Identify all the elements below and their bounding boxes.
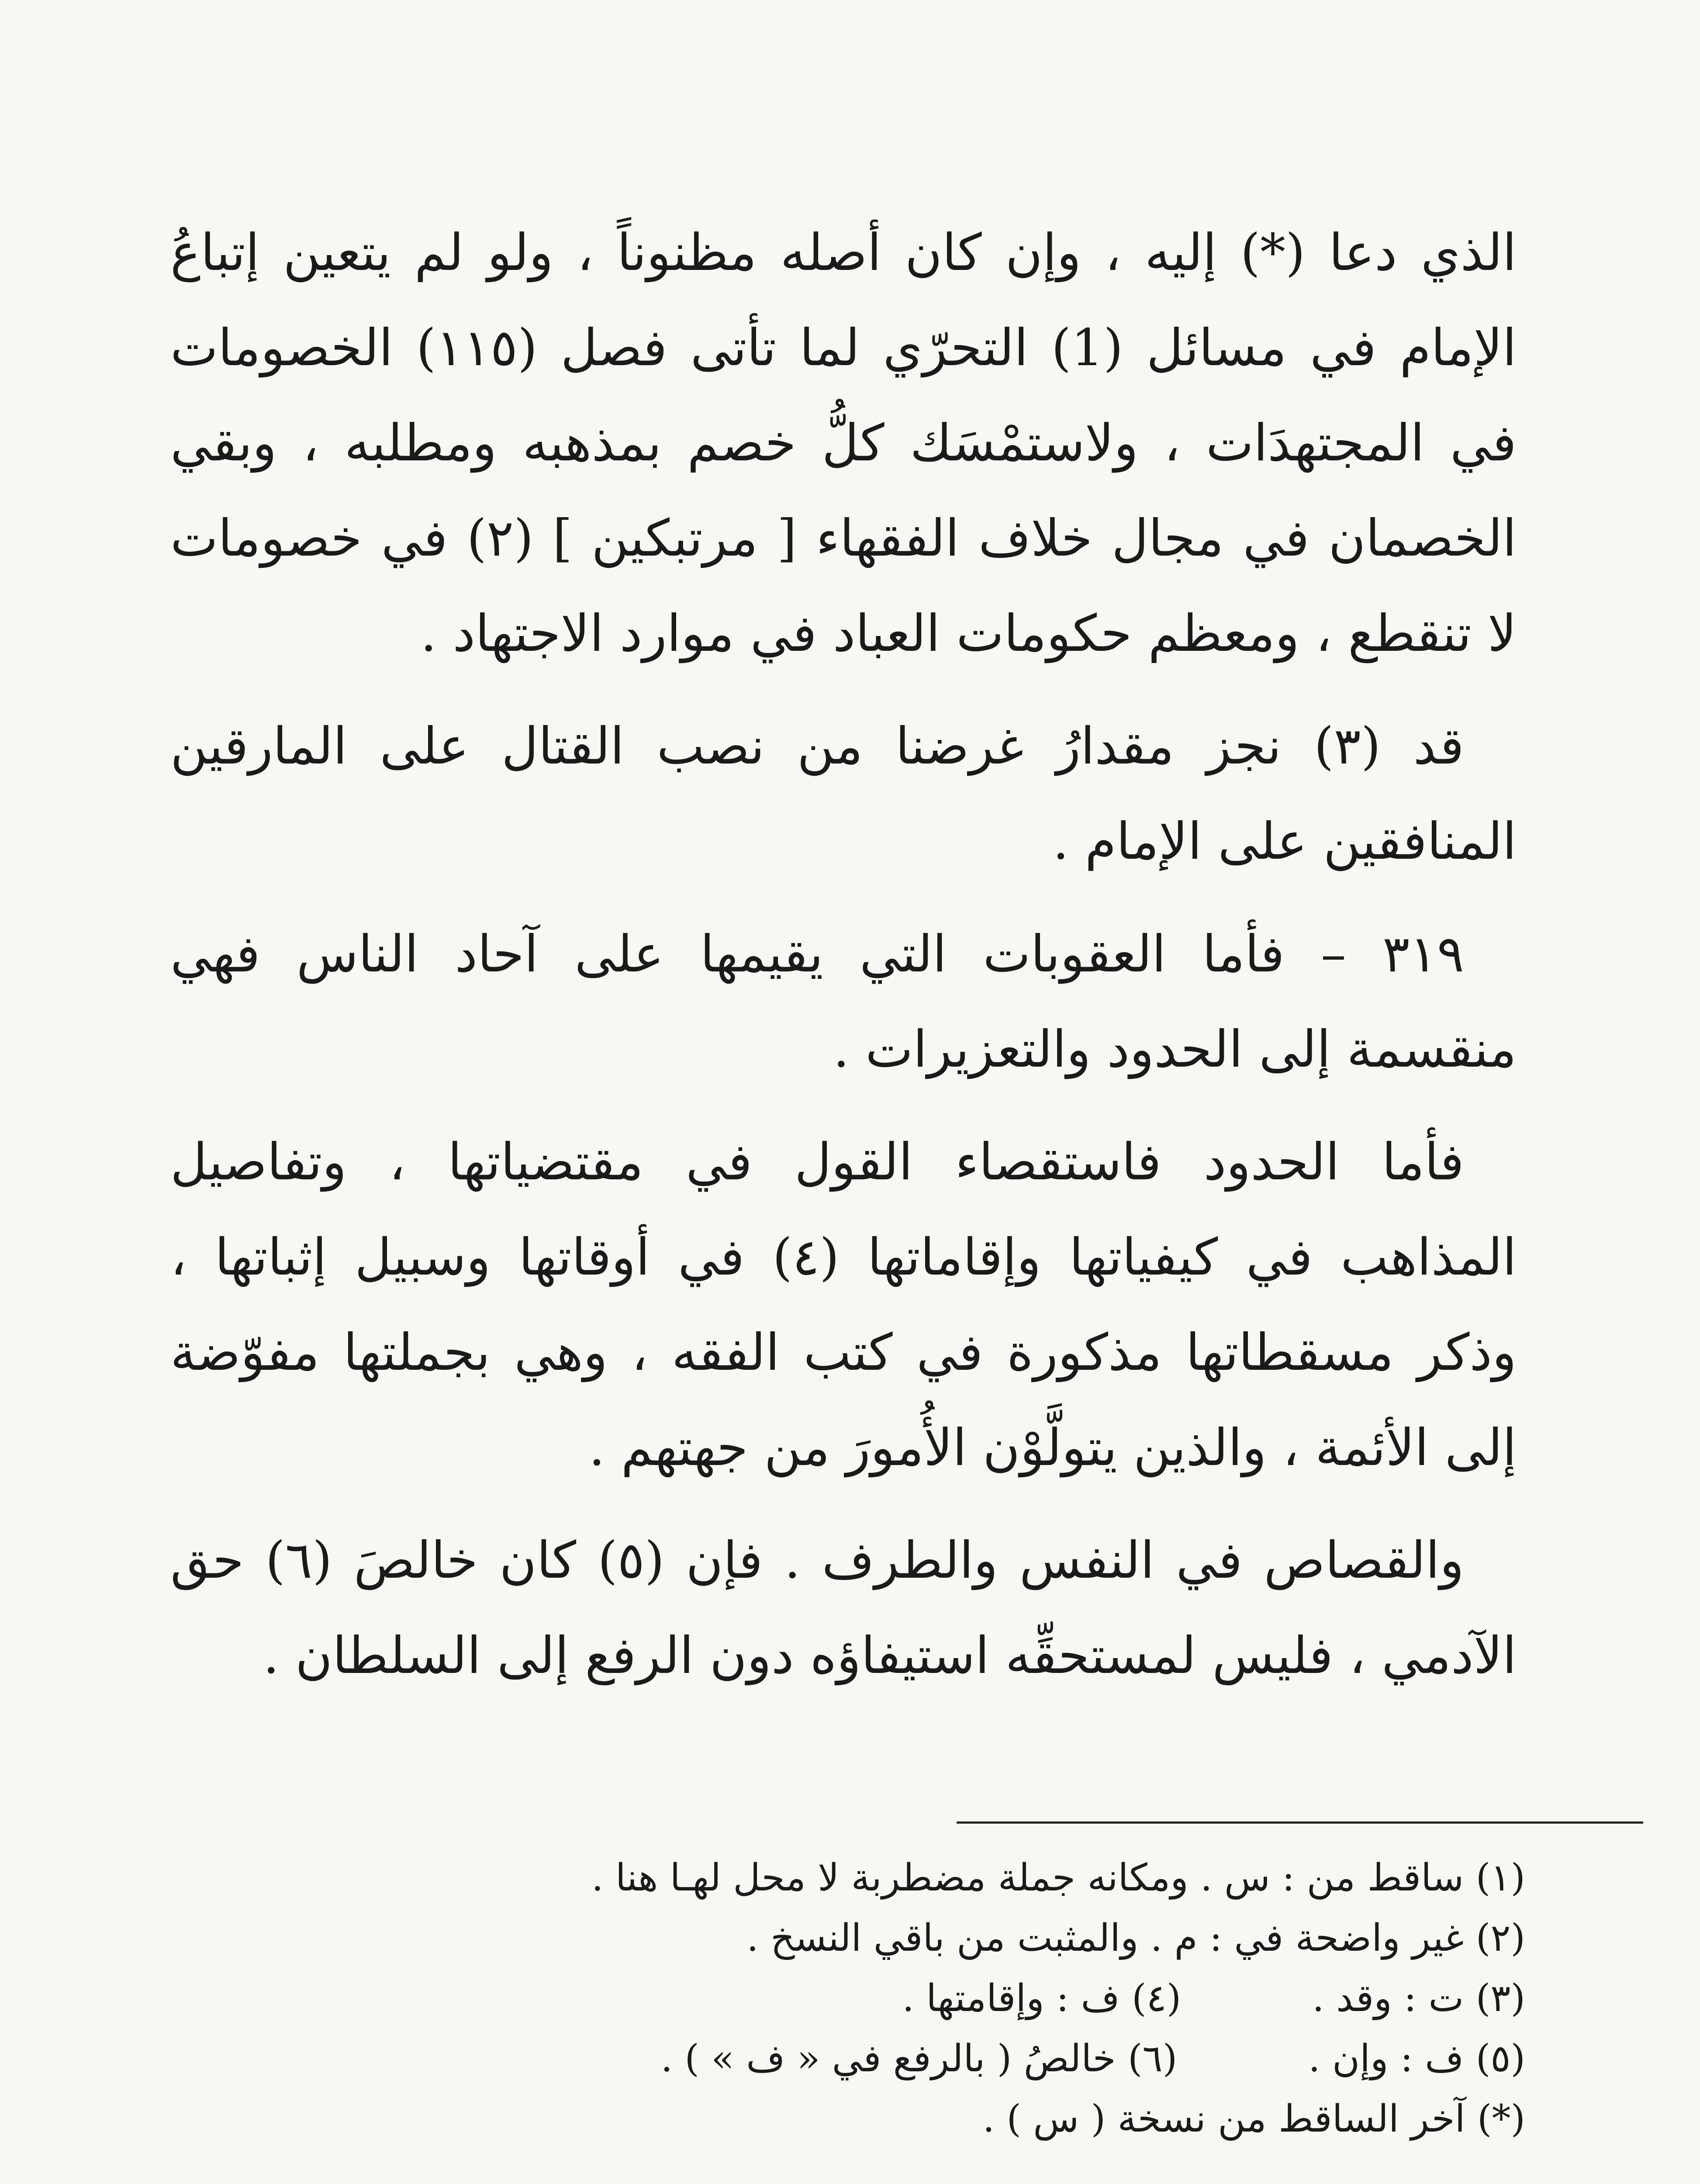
paragraph-5: والقصاص في النفس والطرف . فإن (٥) كان خالصَ (٦) حق الآدمي ، فليس لمستحقِّه استيفاؤه دون الرفع إلى السلطان .	[170, 1531, 1517, 1685]
footnote-2: (٢) غير واضحة في : م . والمثبت من باقي النسخ .	[746, 1916, 1525, 1960]
footnote-star: (*) آخر الساقط من نسخة ( س ) .	[982, 2097, 1525, 2141]
footnote-3: (٣) ت : وقد .	[1312, 1977, 1525, 2020]
footnote-6: (٦) خالصُ ( بالرفع في « ف » ) .	[660, 2037, 1178, 2080]
footnote-divider	[957, 1821, 1643, 1824]
paragraph-4: فأما الحدود فاستقصاء القول في مقتضياتها ، وتفاصيل المذاهب في كيفياتها وإقاماتها (٤) في أوقاتها وسبيل إثباتها ، وذكر مسقطاتها مذكورة في كتب الفقه ، وهي بجملتها مفوّضة إلى الأئمة ، والذين يتولَّوْن الأُمورَ من جهتهم .	[170, 1133, 1517, 1477]
paragraph-3: ٣١٩ – فأما العقوبات التي يقيمها على آحاد الناس فهي منقسمة إلى الحدود والتعزيرات .	[170, 925, 1517, 1079]
main-text	[170, 205, 1517, 1704]
paragraph-2: قد (٣) نجز مقدارُ غرضنا من نصب القتال على المارقين المنافقين على الإمام .	[170, 717, 1517, 871]
footnote-1: (١) ساقط من : س . ومكانه جملة مضطربة لا محل لهـا هنا .	[591, 1856, 1525, 1900]
footnote-row-5-6	[175, 2028, 1525, 2089]
paragraph-1: الذي دعا (*) إليه ، وإن كان أصله مظنوناً ، ولو لم يتعين إتباعُ الإمام في مسائل (1) التحرّي لما تأتى فصل (١١٥) الخصومات في المجتهدَات ، ولاستمْسَك كلُّ خصم بمذهبه ومطلبه ، وبقي الخصمان في مجال خلاف الفقهاء [ مرتبكين ] (٢) في خصومات لا تنقطع ، ومعظم حكومات العباد في موارد الاجتهاد .	[170, 223, 1517, 663]
footnote-row-3-4	[175, 1968, 1525, 2028]
footnotes	[175, 1848, 1525, 2149]
footnote-5: (٥) ف : وإن .	[1308, 2037, 1525, 2080]
footnote-4: (٤) ف : وإقامتها .	[902, 1977, 1182, 2020]
